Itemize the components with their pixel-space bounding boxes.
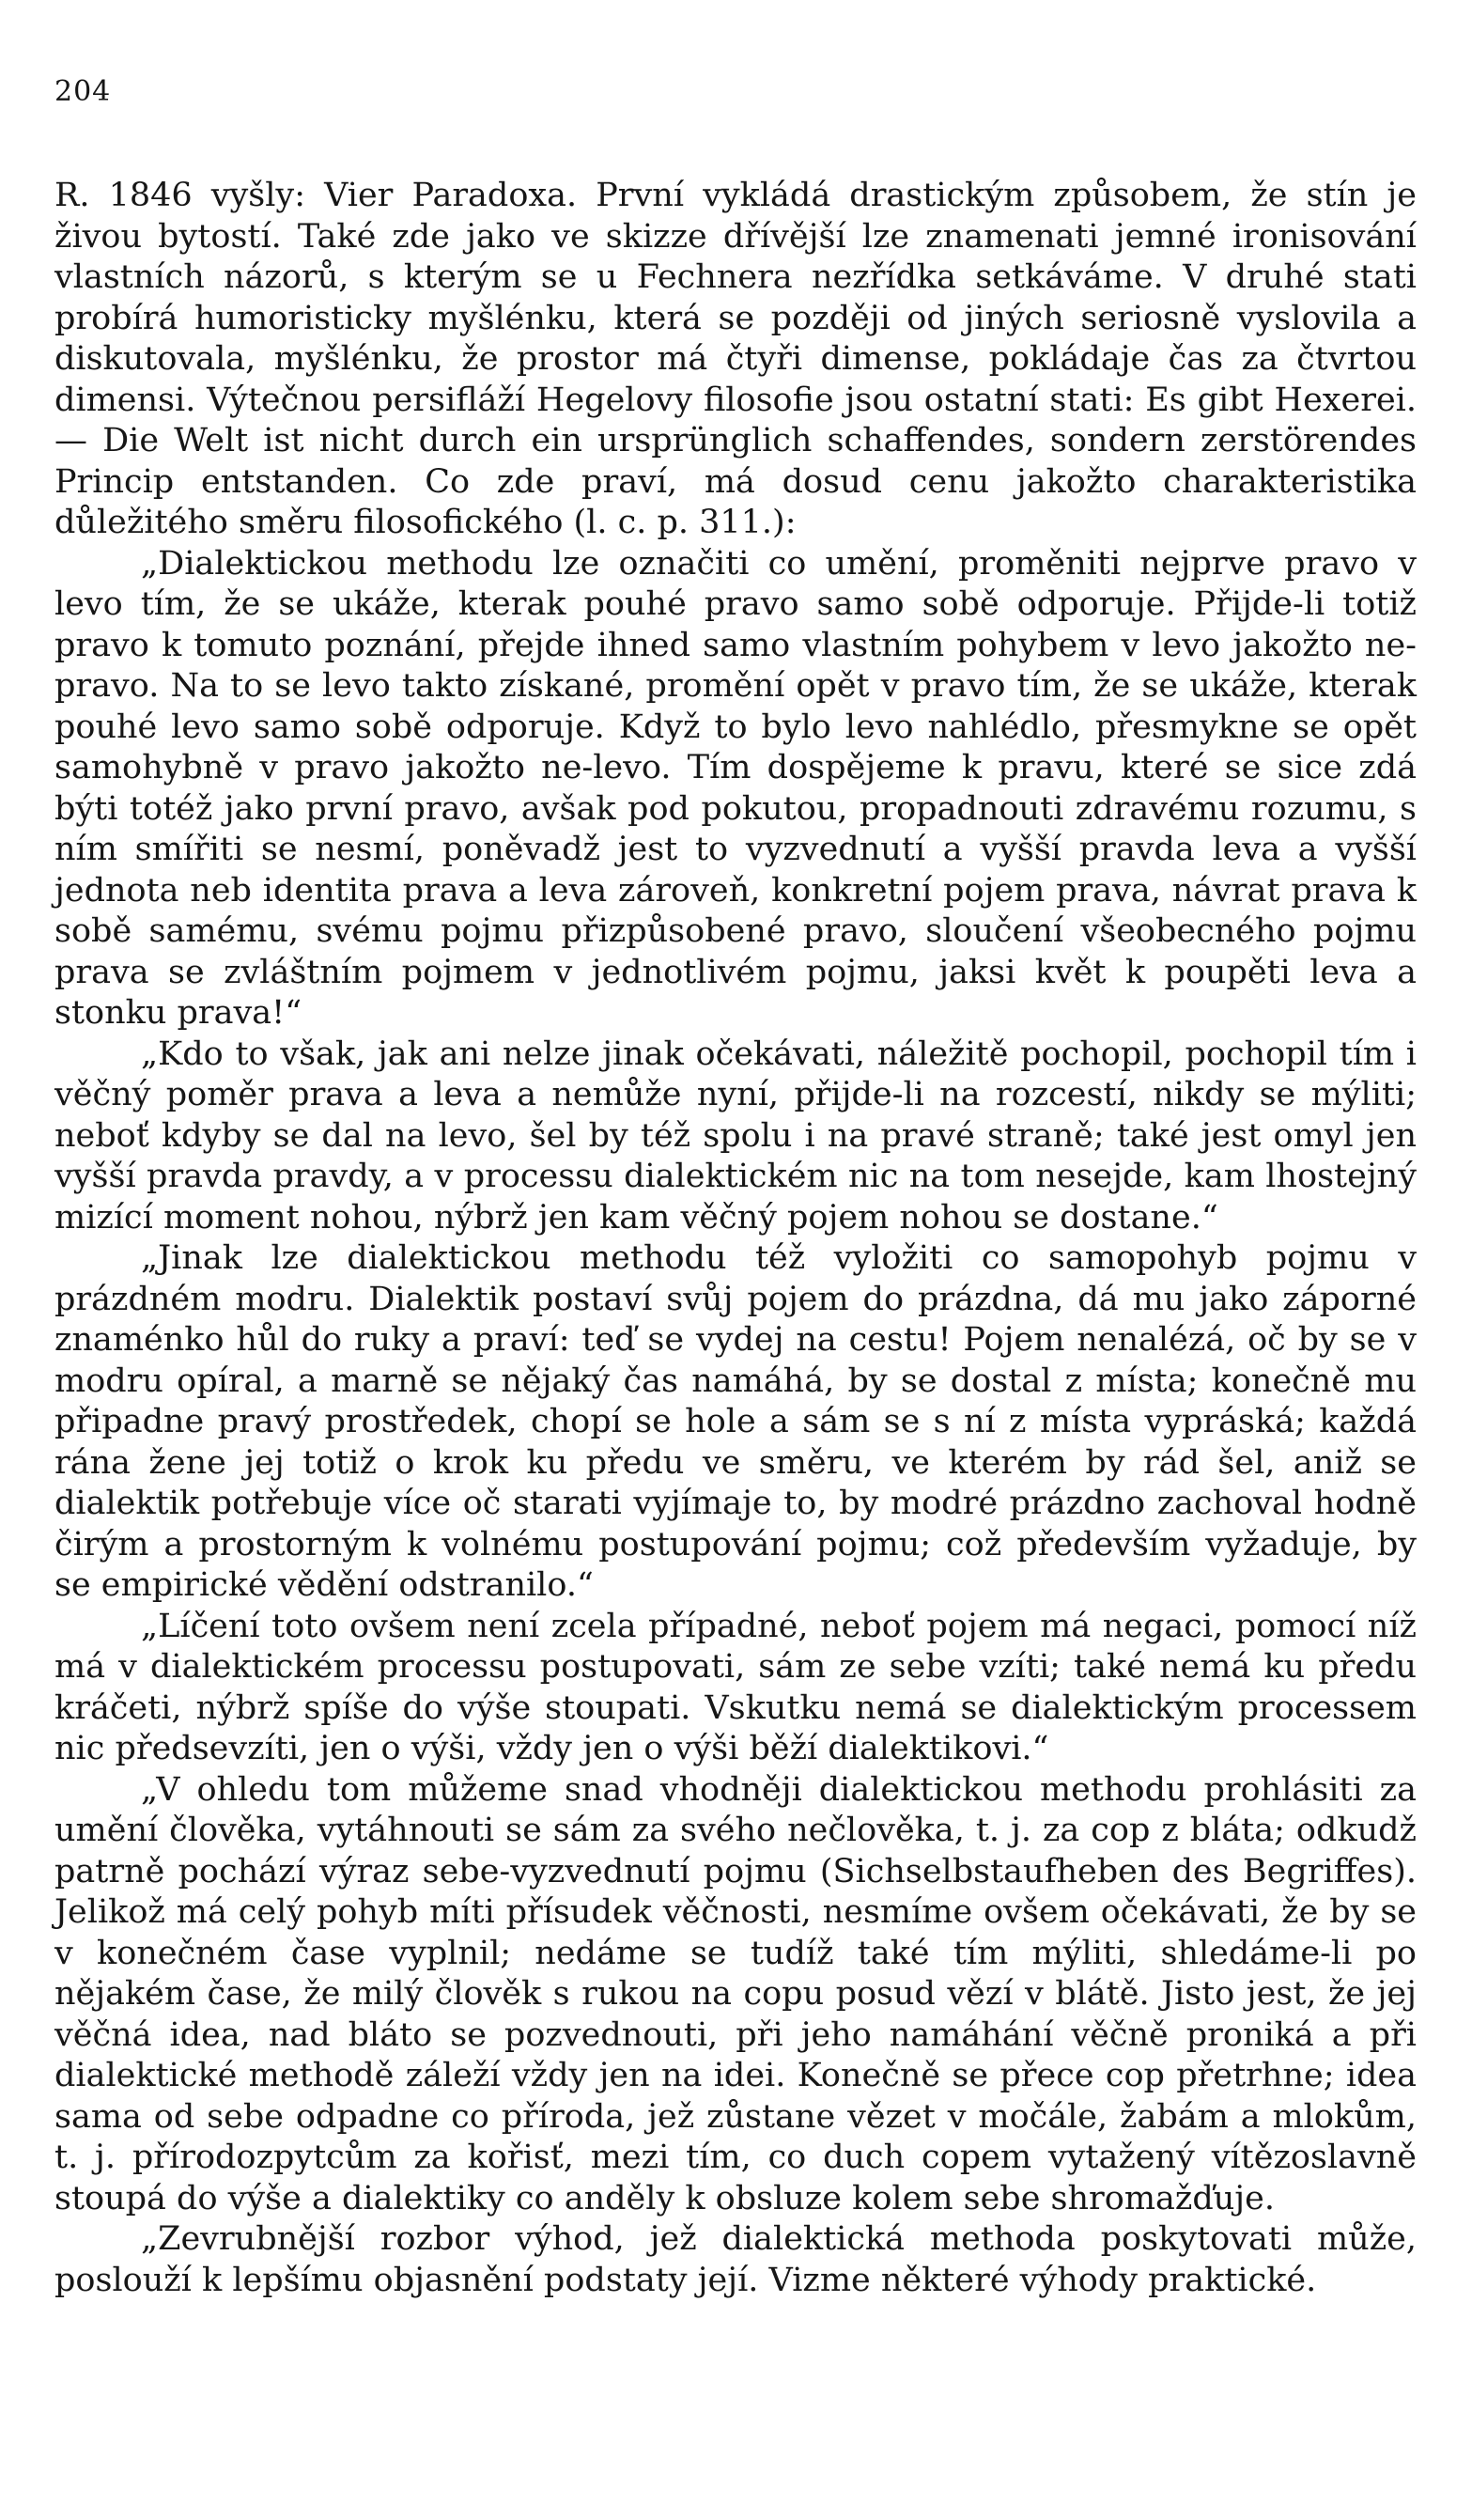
body-text: [54, 176, 1417, 2301]
paragraph: „Zevrubnější rozbor výhod, jež dialektická methoda poskytovati může, poslouží k lepšímu objasnění podstaty její. Vizme některé výhody praktické.: [54, 2220, 1417, 2299]
page-number: 204: [54, 75, 112, 108]
paragraph: R. 1846 vyšly: Vier Paradoxa. První vykládá drastickým způsobem, že stín je živou bytostí. Také zde jako ve skizze dřívější lze znamenati jemné ironisování vlastních názorů, s kterým se u Fechnera nezřídka setkáváme. V druhé stati probírá humoristicky myšlénku, která se později od jiných seriosně vyslovila a diskutovala, myšlénku, že prostor má čtyři dimense, pokládaje čas za čtvrtou dimensi. Výtečnou persifláží Hegelovy filosofie jsou ostatní stati: Es gibt Hexerei. — Die Welt ist nicht durch ein ursprünglich schaffendes, sondern zerstörendes Princip entstanden. Co zde praví, má dosud cenu jakožto charakteristika důležitého směru filosofického (l. c. p. 311.):: [54, 177, 1417, 541]
paragraph: „Kdo to však, jak ani nelze jinak očekávati, náležitě pochopil, pochopil tím i věčný poměr prava a leva a nemůže nyní, přijde-li na rozcestí, nikdy se mýliti; neboť kdyby se dal na levo, šel by též spolu i na pravé straně; také jest omyl jen vyšší pravda pravdy, a v processu dialektickém nic na tom nesejde, kam lhostejný mizící moment nohou, nýbrž jen kam věčný pojem nohou se dostane.“: [54, 1034, 1417, 1237]
paragraph: „V ohledu tom můžeme snad vhodněji dialektickou methodu prohlásiti za umění člověka, vytáhnouti se sám za svého nečlověka, t. j. za cop z bláta; odkudž patrně pochází výraz sebe-vyzvednutí pojmu (Sichselbstaufheben des Begriffes). Jelikož má celý pohyb míti přísudek věčnosti, nesmíme ovšem očekávati, že by se v konečném čase vyplnil; nedáme se tudíž také tím mýliti, shledáme-li po nějakém čase, že milý člověk s rukou na copu posud vězí v blátě. Jisto jest, že jej věčná idea, nad bláto se pozvednouti, při jeho namáhání věčně proniká a při dialektické methodě záleží vždy jen na idei. Konečně se přece cop přetrhne; idea sama od sebe odpadne co příroda, jež zůstane vězet v močále, žabám a mlokům, t. j. přírodozpytcům za kořisť, mezi tím, co duch copem vytažený vítězoslavně stoupá do výše a dialektiky co anděly k obsluze kolem sebe shromažďuje.: [54, 1770, 1417, 2217]
paragraph: „Dialektickou methodu lze označiti co umění, proměniti nejprve pravo v levo tím, že se ukáže, kterak pouhé pravo samo sobě odporuje. Přijde-li totiž pravo k tomuto poznání, přejde ihned samo vlastním pohybem v levo jakožto ne-pravo. Na to se levo takto získané, promění opět v pravo tím, že se ukáže, kterak pouhé levo samo sobě odporuje. Když to bylo levo nahlédlo, přesmykne se opět samohybně v pravo jakožto ne-levo. Tím dospějeme k pravu, které se sice zdá býti totéž jako první pravo, avšak pod pokutou, propadnouti zdravému rozumu, s ním smířiti se nesmí, poněvadž jest to vyzvednutí a vyšší pravda leva a vyšší jednota neb identita prava a leva zároveň, konkretní pojem prava, návrat prava k sobě samému, svému pojmu přizpůsobené pravo, sloučení všeobecného pojmu prava se zvláštním pojmem v jednotlivém pojmu, jaksi květ k poupěti leva a stonku prava!“: [54, 544, 1417, 1032]
paragraph: „Líčení toto ovšem není zcela případné, neboť pojem má negaci, pomocí níž má v dialektickém processu postupovati, sám ze sebe vzíti; také nemá ku předu kráčeti, nýbrž spíše do výše stoupati. Vskutku nemá se dialektickým processem nic předsevzíti, jen o výši, vždy jen o výši běží dialektikovi.“: [54, 1607, 1417, 1767]
paragraph: „Jinak lze dialektickou methodu též vyložiti co samopohyb pojmu v prázdném modru. Dialektik postaví svůj pojem do prázdna, dá mu jako záporné znaménko hůl do ruky a praví: teď se vydej na cestu! Pojem nenalézá, oč by se v modru opíral, a marně se nějaký čas namáhá, by se dostal z místa; konečně mu připadne pravý prostředek, chopí se hole a sám se s ní z místa vypráská; každá rána žene jej totiž o krok ku předu ve směru, ve kterém by rád šel, aniž se dialektik potřebuje více oč starati vyjímaje to, by modré prázdno zachoval hodně čirým a prostorným k volnému postupování pojmu; což především vyžaduje, by se empirické vědění odstranilo.“: [54, 1239, 1417, 1604]
